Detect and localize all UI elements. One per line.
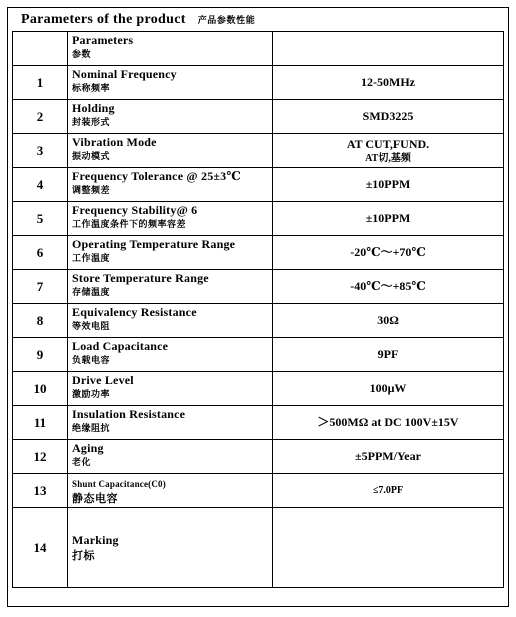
parameter-name-en: Vibration Mode (72, 135, 157, 149)
table-row (13, 440, 504, 474)
parameter-name-cn: 负载电容 (72, 355, 111, 365)
parameter-name-en: Nominal Frequency (72, 67, 177, 81)
row-number: 14 (13, 508, 68, 588)
table-row (13, 508, 504, 588)
parameter-name-cn: 激励功率 (72, 389, 111, 399)
row-parameter (68, 202, 273, 236)
parameter-value: ＞500MΩ at DC 100V±15V (317, 415, 459, 429)
parameter-name-en: Insulation Resistance (72, 407, 186, 421)
row-value (273, 508, 504, 588)
parameter-name-en: Operating Temperature Range (72, 237, 236, 251)
table-row (13, 304, 504, 338)
parameter-name-cn: 标称频率 (72, 83, 111, 93)
parameter-value: -40℃～+85℃ (350, 279, 426, 293)
parameter-value: ±5PPM/Year (355, 449, 421, 463)
header-label-cn: 参数 (72, 49, 92, 59)
parameter-name-en: Equivalency Resistance (72, 305, 197, 319)
parameter-name-cn: 存储温度 (72, 287, 111, 297)
row-number: 5 (13, 202, 68, 236)
row-number: 8 (13, 304, 68, 338)
parameter-name-cn: 调整频差 (72, 185, 111, 195)
row-value (273, 440, 504, 474)
row-parameter (68, 270, 273, 304)
row-number: 11 (13, 406, 68, 440)
header-value-cell (273, 32, 504, 66)
document-title (21, 11, 255, 29)
table-row (13, 100, 504, 134)
parameter-name-en: Frequency Tolerance @ 25±3℃ (72, 169, 241, 183)
row-value (273, 100, 504, 134)
table-row (13, 202, 504, 236)
row-number: 10 (13, 372, 68, 406)
title-cn: 产品参数性能 (197, 15, 256, 25)
table-row (13, 406, 504, 440)
parameter-value: 100μW (369, 381, 407, 395)
row-value (273, 338, 504, 372)
row-parameter (68, 100, 273, 134)
parameter-name-en: Store Temperature Range (72, 271, 209, 285)
parameter-name-en: Marking (72, 532, 119, 547)
parameter-name-en: Load Capacitance (72, 339, 169, 353)
row-value (273, 474, 504, 508)
parameter-name-cn: 绝缘阻抗 (72, 423, 111, 433)
row-parameter (68, 134, 273, 168)
parameter-name-cn: 打标 (72, 548, 95, 562)
parameter-value: ±10PPM (365, 211, 411, 225)
row-number: 7 (13, 270, 68, 304)
parameter-name-cn: 工作温度 (72, 253, 111, 263)
row-number: 2 (13, 100, 68, 134)
row-number: 1 (13, 66, 68, 100)
row-value (273, 168, 504, 202)
row-parameter (68, 372, 273, 406)
row-number: 6 (13, 236, 68, 270)
table-row (13, 168, 504, 202)
row-parameter (68, 440, 273, 474)
row-value (273, 236, 504, 270)
title-en: Parameters of the product (21, 12, 186, 27)
row-value (273, 202, 504, 236)
header-no-cell (13, 32, 68, 66)
row-value (273, 134, 504, 168)
table-row (13, 236, 504, 270)
parameter-value: AT CUT,FUND. (346, 136, 430, 151)
row-parameter (68, 406, 273, 440)
row-number: 4 (13, 168, 68, 202)
parameter-value: ±10PPM (365, 177, 411, 191)
table-row (13, 338, 504, 372)
parameter-value: ≤7.0PF (372, 485, 404, 496)
parameter-value: SMD3225 (362, 109, 414, 123)
table-row (13, 66, 504, 100)
parameters-table (12, 31, 504, 588)
parameter-name-cn: 等效电阻 (72, 321, 111, 331)
row-parameter (68, 508, 273, 588)
parameter-value: 9PF (377, 347, 399, 361)
row-number: 12 (13, 440, 68, 474)
row-value (273, 406, 504, 440)
table-row (13, 134, 504, 168)
row-number: 13 (13, 474, 68, 508)
header-label-en: Parameters (72, 33, 134, 47)
row-value (273, 304, 504, 338)
row-parameter (68, 168, 273, 202)
row-value (273, 372, 504, 406)
parameter-value-cn: AT切,基频 (365, 152, 411, 164)
table-row (13, 372, 504, 406)
parameter-value: 30Ω (377, 313, 399, 327)
row-parameter (68, 66, 273, 100)
parameter-name-en: Drive Level (72, 373, 134, 387)
parameter-value: 12-50MHz (361, 75, 415, 89)
parameter-name-cn: 静态电容 (72, 492, 118, 505)
parameter-value: -20℃～+70℃ (350, 245, 426, 259)
parameter-name-en: Shunt Capacitance(C0) (72, 479, 166, 489)
row-number: 3 (13, 134, 68, 168)
table-row (13, 474, 504, 508)
row-value (273, 270, 504, 304)
row-value (273, 66, 504, 100)
header-name-cell (68, 32, 273, 66)
parameter-name-en: Frequency Stability@ 6 (72, 203, 198, 217)
row-parameter (68, 338, 273, 372)
table-row (13, 270, 504, 304)
parameter-name-cn: 工作温度条件下的频率容差 (72, 219, 187, 229)
row-number: 9 (13, 338, 68, 372)
parameter-name-en: Aging (72, 441, 104, 455)
parameter-name-cn: 老化 (72, 457, 92, 467)
parameter-name-cn: 振动模式 (72, 151, 111, 161)
table-header-row (13, 32, 504, 66)
row-parameter (68, 474, 273, 508)
parameter-name-cn: 封装形式 (72, 117, 111, 127)
row-parameter (68, 304, 273, 338)
row-parameter (68, 236, 273, 270)
parameter-name-en: Holding (72, 101, 115, 115)
